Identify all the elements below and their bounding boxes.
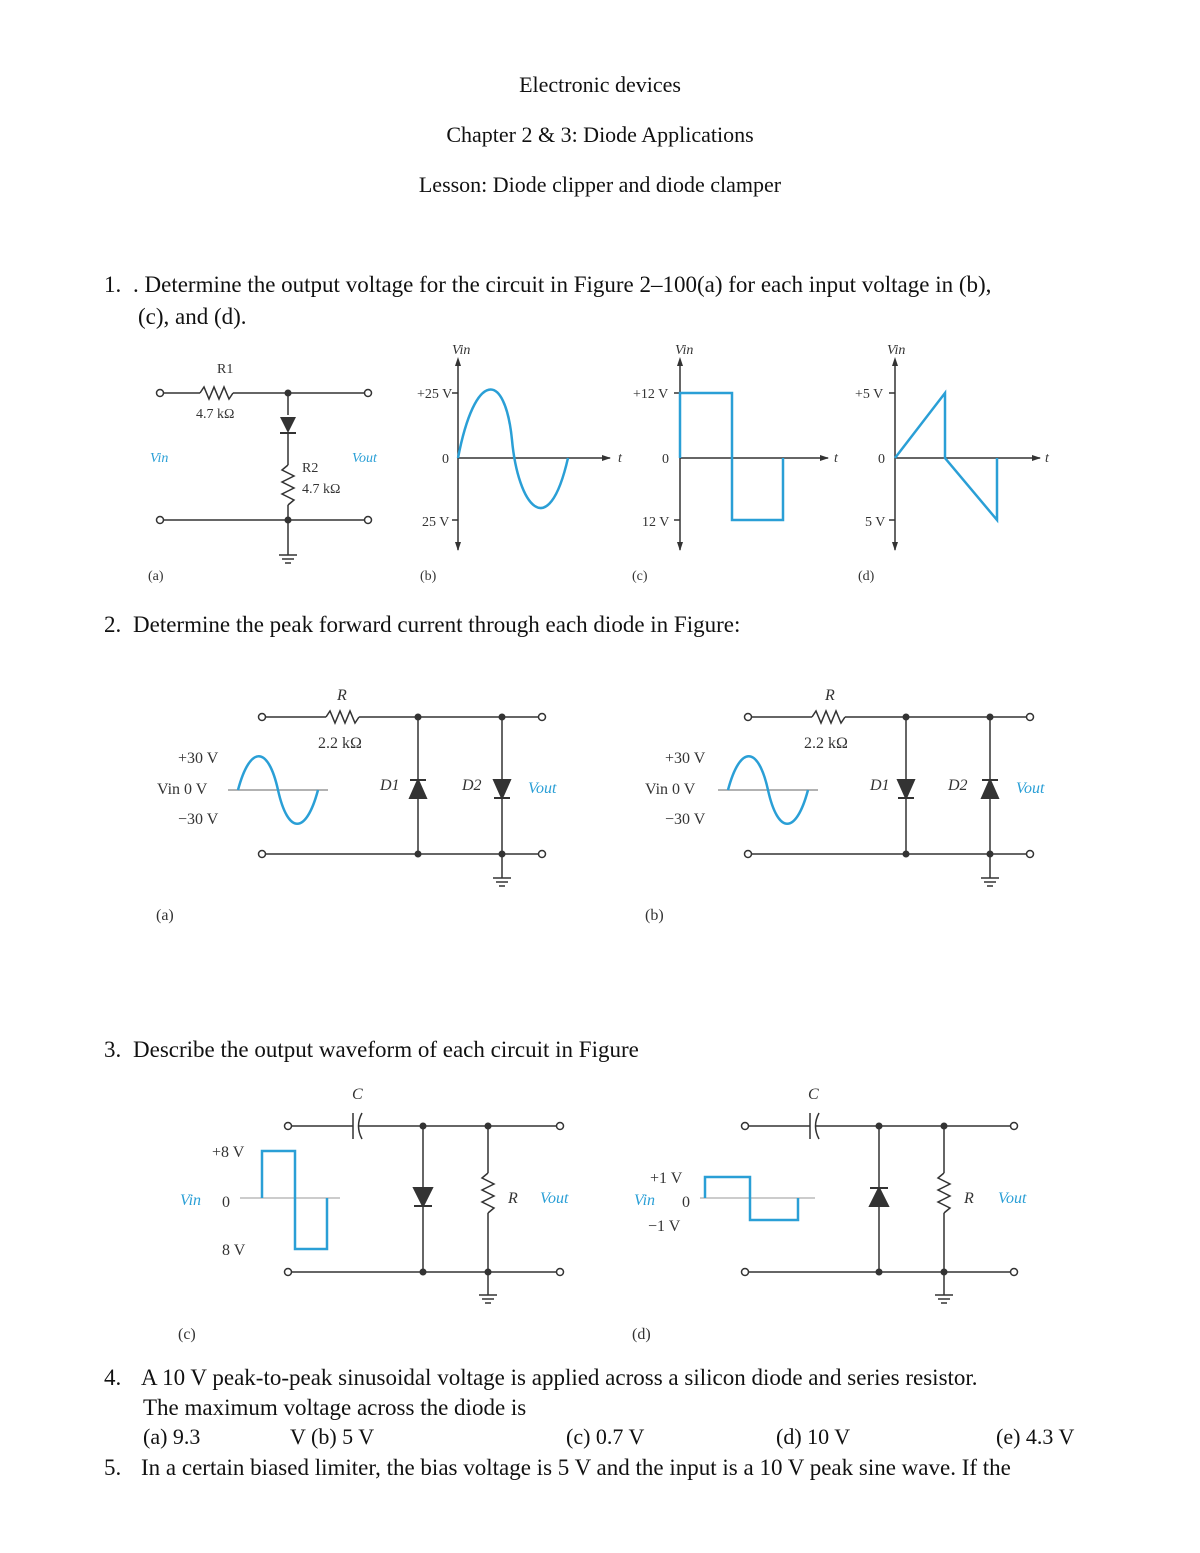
- label: Vout: [352, 451, 377, 466]
- question-text: . Determine the output voltage for the circuit in Figure 2–100(a) for each input voltage in (b),: [133, 272, 992, 297]
- question-3: [104, 1035, 639, 1065]
- question-text: Determine the peak forward current through each diode in Figure:: [133, 612, 741, 637]
- label: 5 V: [865, 515, 886, 530]
- label: Vin 0 V: [645, 781, 696, 798]
- label: 8 V: [222, 1242, 246, 1259]
- square-wave-c: [262, 1151, 327, 1249]
- option-e[interactable]: (e) 4.3 V: [996, 1424, 1075, 1449]
- label: C: [808, 1086, 819, 1103]
- figure-3: [0, 1075, 1200, 1355]
- chapter-title: Chapter 2 & 3: Diode Applications: [446, 122, 754, 147]
- label: −30 V: [178, 811, 219, 828]
- question-number: 5.: [104, 1455, 122, 1480]
- label: (c): [178, 1326, 196, 1343]
- label: C: [352, 1086, 363, 1103]
- question-number: 4.: [104, 1365, 122, 1390]
- diode-symbol: [870, 1188, 888, 1206]
- question-5: [104, 1453, 1011, 1483]
- label: Vout: [540, 1190, 569, 1207]
- question-1-cont: (c), and (d).: [138, 304, 247, 329]
- label: 0: [682, 1194, 690, 1211]
- label: t: [618, 451, 622, 466]
- label: Vin 0 V: [157, 781, 208, 798]
- label: +5 V: [855, 387, 884, 402]
- label: R1: [217, 362, 234, 377]
- label: Vout: [1016, 780, 1045, 797]
- question-1: [104, 270, 991, 300]
- diode-d1: [410, 780, 426, 798]
- label: Vout: [998, 1190, 1027, 1207]
- document-subject: Electronic devices: [519, 72, 681, 97]
- square-wave-c: [680, 393, 783, 520]
- label: (a): [156, 907, 174, 924]
- question-text: A 10 V peak-to-peak sinusoidal voltage is applied across a silicon diode and series resistor.: [141, 1365, 978, 1390]
- label: R: [825, 687, 835, 704]
- label: 0: [222, 1194, 230, 1211]
- label: 0: [442, 452, 449, 467]
- label: Vin: [634, 1192, 656, 1209]
- label: D1: [870, 777, 890, 794]
- label: t: [834, 451, 838, 466]
- label: Vin: [452, 343, 471, 358]
- option-b[interactable]: V (b) 5 V: [290, 1424, 375, 1449]
- label: R: [508, 1190, 518, 1207]
- label: +12 V: [633, 387, 669, 402]
- label: (b): [645, 907, 664, 924]
- label: D2: [948, 777, 968, 794]
- label: t: [1045, 451, 1049, 466]
- label: (d): [858, 569, 875, 584]
- label: +8 V: [212, 1144, 245, 1161]
- question-4: [104, 1363, 978, 1393]
- question-number: 3.: [104, 1037, 122, 1062]
- label: (b): [420, 569, 437, 584]
- label: D2: [462, 777, 482, 794]
- label: Vin: [180, 1192, 202, 1209]
- label: 0: [662, 452, 669, 467]
- question-text: In a certain biased limiter, the bias voltage is 5 V and the input is a 10 V peak sine wave. If the: [141, 1455, 1011, 1480]
- diode-d2: [982, 780, 998, 798]
- question-number: 1.: [104, 272, 122, 297]
- label: R: [964, 1190, 974, 1207]
- option-d[interactable]: (d) 10 V: [776, 1424, 851, 1449]
- label: −1 V: [648, 1218, 681, 1235]
- label: (d): [632, 1326, 651, 1343]
- label: Vout: [528, 780, 557, 797]
- label: (a): [148, 569, 164, 584]
- diode-d1: [898, 780, 914, 798]
- label: +1 V: [650, 1170, 683, 1187]
- question-2: [104, 610, 740, 640]
- label: R: [337, 687, 347, 704]
- label: D1: [380, 777, 400, 794]
- label: Vin: [150, 451, 169, 466]
- label: 2.2 kΩ: [804, 735, 848, 752]
- question-4-cont: The maximum voltage across the diode is: [143, 1395, 527, 1420]
- diode-symbol: [280, 417, 296, 433]
- label: +25 V: [417, 387, 453, 402]
- label: R2: [302, 461, 319, 476]
- label: Vin: [675, 343, 694, 358]
- question-text: Describe the output waveform of each circuit in Figure: [133, 1037, 639, 1062]
- label: 4.7 kΩ: [196, 407, 235, 422]
- label: 12 V: [642, 515, 670, 530]
- label: (c): [632, 569, 648, 584]
- label: 2.2 kΩ: [318, 735, 362, 752]
- label: +30 V: [665, 750, 706, 767]
- label: Vin: [887, 343, 906, 358]
- label: 0: [878, 452, 885, 467]
- diode-d2: [494, 780, 510, 798]
- label: −30 V: [665, 811, 706, 828]
- label: 4.7 kΩ: [302, 482, 341, 497]
- figure-2: [0, 680, 1200, 940]
- sine-wave-b: [458, 390, 568, 508]
- label: 25 V: [422, 515, 450, 530]
- option-a[interactable]: (a) 9.3: [143, 1424, 201, 1449]
- option-c[interactable]: (c) 0.7 V: [566, 1424, 645, 1449]
- ramp-wave-d: [895, 393, 997, 520]
- question-number: 2.: [104, 612, 122, 637]
- lesson-title: Lesson: Diode clipper and diode clamper: [418, 172, 782, 197]
- diode-symbol: [414, 1188, 432, 1206]
- label: +30 V: [178, 750, 219, 767]
